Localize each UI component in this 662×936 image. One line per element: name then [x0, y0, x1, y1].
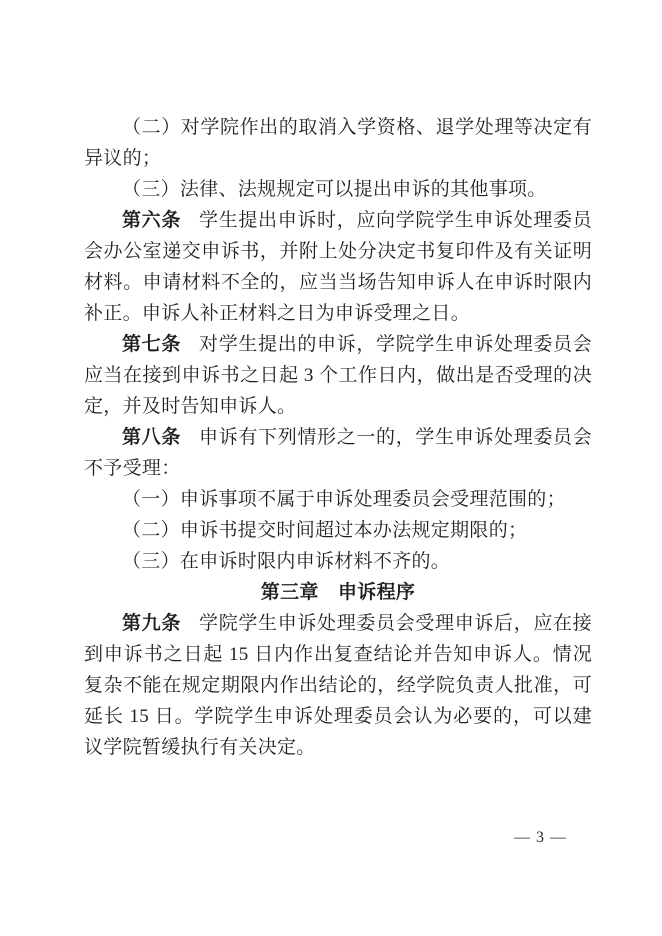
article-text: 申诉有下列情形之一的，学生申诉处理委员会不予受理：: [84, 427, 592, 479]
clause-paragraph: （二）对学院作出的取消入学资格、退学处理等决定有异议的；: [84, 117, 592, 169]
clause-paragraph: （三）法律、法规规定可以提出申诉的其他事项。: [122, 179, 547, 200]
article-text: 学生提出申诉时，应向学院学生申诉处理委员会办公室递交申诉书，并附上处分决定书复印件及有关证明材料。申请材料不全的，应当当场告知申诉人在申诉时限内补正。申诉人补正材料之日为申诉受理之日。: [84, 210, 592, 324]
article-paragraph: [84, 329, 592, 422]
article-number: 第九条: [122, 613, 181, 634]
clause-paragraph: （一）申诉事项不属于申诉处理委员会受理范围的；: [122, 489, 566, 510]
article-paragraph: [84, 205, 592, 329]
chapter-heading: 第三章 申诉程序: [260, 582, 416, 603]
article-text: 对学生提出的申诉，学院学生申诉处理委员会应当在接到申诉书之日起 3 个工作日内，做出是否受理的决定，并及时告知申诉人。: [84, 334, 592, 417]
article-text: 学院学生申诉处理委员会受理申诉后，应在接到申诉书之日起 15 日内作出复查结论并告知申诉人。情况复杂不能在规定期限内作出结论的，经学院负责人批准，可延长 15 日。学院学生申诉处理委员会认为必要的，可以建议学院暂缓执行有关决定。: [84, 613, 592, 758]
page-footer: [514, 826, 567, 850]
clause-paragraph: （三）在申诉时限内申诉材料不齐的。: [122, 551, 451, 572]
article-number: 第六条: [122, 210, 181, 231]
article-number: 第八条: [122, 427, 181, 448]
article-paragraph: [84, 608, 592, 763]
page-number: — 3 —: [514, 829, 567, 846]
article-paragraph: [84, 422, 592, 484]
article-number: 第七条: [122, 334, 181, 355]
clause-paragraph: （二）申诉书提交时间超过本办法规定期限的；: [122, 520, 528, 541]
document-body: [84, 112, 592, 763]
